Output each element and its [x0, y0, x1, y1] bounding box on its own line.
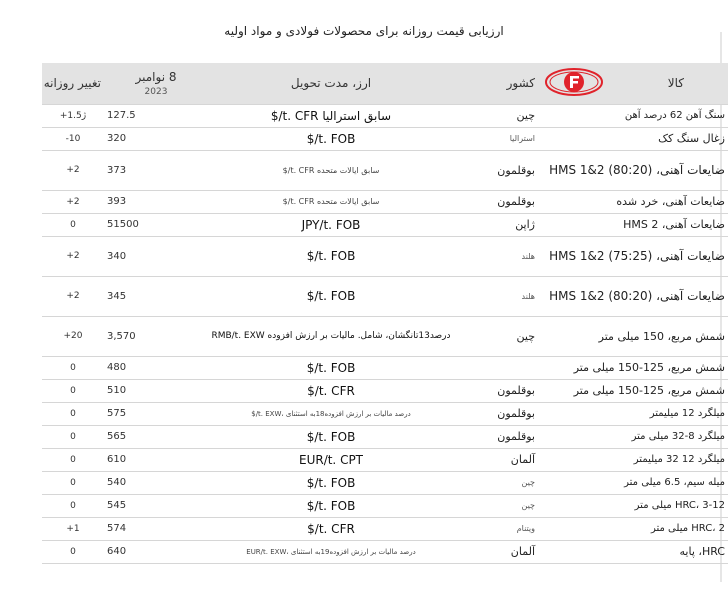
table-row — [42, 316, 728, 356]
cell-country: چین — [454, 316, 538, 356]
cell-country: چین — [454, 471, 538, 494]
cell-terms: $/t. FOB — [208, 356, 454, 379]
cell-price: 3,570 — [104, 316, 208, 356]
cell-terms: $/t. FOB — [208, 276, 454, 316]
cell-terms: EUR/t. EXW، درصد مالیات بر ارزش افزوده19به استثنای — [208, 540, 454, 563]
cell-terms: RMB/t. EXW درصد13تانگشان، شامل. مالیات بر ارزش افزوده — [208, 316, 454, 356]
cell-change: 0 — [42, 379, 104, 402]
header-date-year: 2023 — [144, 86, 168, 97]
cell-change: 0 — [42, 213, 104, 236]
cell-change: +2 — [42, 276, 104, 316]
cell-good: ضایعات آهنی، HMS 1&2 (80:20) — [538, 276, 728, 316]
cell-good: زغال سنگ کک — [538, 127, 728, 150]
header-date — [104, 63, 208, 104]
cell-change: -10 — [42, 127, 104, 150]
cell-country: هلند — [454, 236, 538, 276]
table-row — [42, 494, 728, 517]
cell-change: 0 — [42, 540, 104, 563]
cell-price: 540 — [104, 471, 208, 494]
cell-change: 0 — [42, 494, 104, 517]
cell-change: 0 — [42, 402, 104, 425]
cell-good: شمش مربع، 125-150 میلی متر — [538, 356, 728, 379]
cell-good: ضایعات آهنی، HMS 1&2 (75:25) — [538, 236, 728, 276]
table-row — [42, 236, 728, 276]
cell-change: +2 — [42, 236, 104, 276]
cell-country: استرالیا — [454, 127, 538, 150]
cell-country: بوقلمون — [454, 190, 538, 213]
cell-good: میلگرد 12 میلیمتر — [538, 402, 728, 425]
cell-good: HRC، پایه — [538, 540, 728, 563]
cell-price: 127.5 — [104, 104, 208, 127]
table-row — [42, 471, 728, 494]
cell-price: 320 — [104, 127, 208, 150]
cell-price: 510 — [104, 379, 208, 402]
table-row — [42, 104, 728, 127]
cell-country: آلمان — [454, 540, 538, 563]
cell-change: +20 — [42, 316, 104, 356]
header-change: تغییر روزانه — [42, 63, 104, 104]
cell-country: هلند — [454, 276, 538, 316]
cell-country: بوقلمون — [454, 425, 538, 448]
cell-good: میله سیم، 6.5 میلی متر — [538, 471, 728, 494]
cell-good: شمش مربع، 125-150 میلی متر — [538, 379, 728, 402]
cell-terms: $/t. EXW، درصد مالیات بر ارزش افزوده18به استثنای — [208, 402, 454, 425]
cell-good: میلگرد 12 32 میلیمتر — [538, 448, 728, 471]
cell-price: 480 — [104, 356, 208, 379]
cell-country: بوقلمون — [454, 402, 538, 425]
table-header-row — [42, 63, 728, 104]
cell-price: 575 — [104, 402, 208, 425]
cell-price: 565 — [104, 425, 208, 448]
cell-country: ویتنام — [454, 517, 538, 540]
price-table — [42, 63, 728, 564]
table-row — [42, 190, 728, 213]
table-row — [42, 448, 728, 471]
cell-terms: JPY/t. FOB — [208, 213, 454, 236]
cell-price: 610 — [104, 448, 208, 471]
cell-terms: $/t. CFR سابق استرالیا — [208, 104, 454, 127]
cell-good: سنگ آهن 62 درصد آهن — [538, 104, 728, 127]
cell-country: ژاپن — [454, 213, 538, 236]
cell-good: میلگرد 8-32 میلی متر — [538, 425, 728, 448]
table-row — [42, 276, 728, 316]
cell-price: 393 — [104, 190, 208, 213]
cell-change: 0 — [42, 471, 104, 494]
cell-good: ضایعات آهنی، HMS 2 — [538, 213, 728, 236]
cell-change: +1.5ژ — [42, 104, 104, 127]
cell-terms: $/t. FOB — [208, 127, 454, 150]
table-row — [42, 425, 728, 448]
cell-country: چین — [454, 494, 538, 517]
table-row — [42, 379, 728, 402]
cell-good: ضایعات آهنی، HMS 1&2 (80:20) — [538, 150, 728, 190]
cell-terms: $/t. FOB — [208, 236, 454, 276]
cell-terms: $/t. CFR سابق ایالات متحده — [208, 150, 454, 190]
header-goods-label: کالا — [667, 76, 684, 90]
table-row — [42, 402, 728, 425]
table-row — [42, 540, 728, 563]
cell-good: HRC، 3-12 میلی متر — [538, 494, 728, 517]
cell-change: 0 — [42, 356, 104, 379]
cell-change: 0 — [42, 425, 104, 448]
cell-terms: EUR/t. CPT — [208, 448, 454, 471]
cell-good: شمش مربع، 150 میلی متر — [538, 316, 728, 356]
cell-terms: $/t. FOB — [208, 494, 454, 517]
table-row — [42, 150, 728, 190]
cell-country: بوقلمون — [454, 150, 538, 190]
cell-price: 640 — [104, 540, 208, 563]
cell-terms: $/t. CFR سابق ایالات متحده — [208, 190, 454, 213]
cell-terms: $/t. CFR — [208, 517, 454, 540]
cell-terms: $/t. FOB — [208, 471, 454, 494]
page-title: ارزیابی قیمت روزانه برای محصولات فولادی و مواد اولیه — [224, 24, 504, 38]
cell-change: +2 — [42, 190, 104, 213]
table-row — [42, 356, 728, 379]
cell-change: 0 — [42, 448, 104, 471]
cell-price: 545 — [104, 494, 208, 517]
cell-terms: $/t. CFR — [208, 379, 454, 402]
cell-terms: $/t. FOB — [208, 425, 454, 448]
table-row — [42, 517, 728, 540]
cell-price: 340 — [104, 236, 208, 276]
cell-country: چین — [454, 104, 538, 127]
cell-change: +2 — [42, 150, 104, 190]
cell-good: ضایعات آهنی، خرد شده — [538, 190, 728, 213]
cell-country: بوقلمون — [454, 379, 538, 402]
header-date-day: 8 نوامبر — [135, 69, 177, 84]
cell-price: 345 — [104, 276, 208, 316]
cell-country: آلمان — [454, 448, 538, 471]
cell-price: 574 — [104, 517, 208, 540]
cell-country — [454, 356, 538, 379]
cell-price: 51500 — [104, 213, 208, 236]
table-row — [42, 127, 728, 150]
cell-good: HRC، 2 میلی متر — [538, 517, 728, 540]
header-country: کشور — [454, 63, 538, 104]
cell-change: +1 — [42, 517, 104, 540]
header-goods — [538, 63, 728, 104]
brand-logo-icon — [544, 67, 604, 97]
header-terms: ارز، مدت تحویل — [208, 63, 454, 104]
cell-price: 373 — [104, 150, 208, 190]
table-row — [42, 213, 728, 236]
